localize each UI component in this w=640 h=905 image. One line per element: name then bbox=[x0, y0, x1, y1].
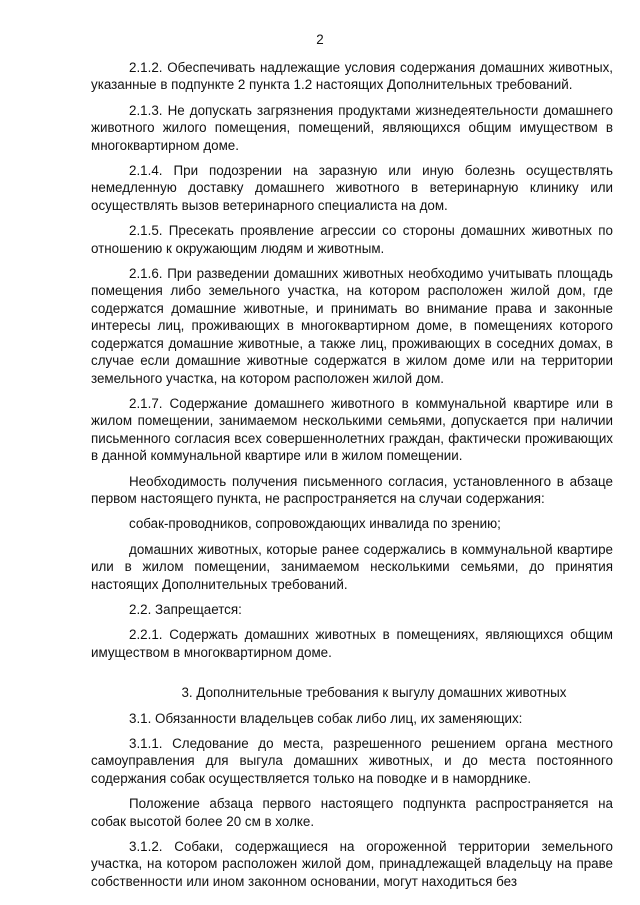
paragraph-2-1-7: 2.1.7. Содержание домашнего животного в коммунальной квартире или в жилом помещении, занимаемом несколькими семьями, допускается при наличии письменного согласия всех совершеннолетних граждан, фактически проживающих в данной коммунальной квартире или в жилом помещении. bbox=[91, 395, 613, 464]
paragraph-3-1-1: 3.1.1. Следование до места, разрешенного решением органа местного самоуправления для выгула домашних животных, и до места постоянного содержания собак осуществляется только на поводке и в наморднике. bbox=[91, 736, 613, 786]
paragraph-guide-dogs: собак-проводников, сопровождающих инвалида по зрению; bbox=[129, 516, 501, 532]
paragraph-previously-kept: домашних животных, которые ранее содержались в коммунальной квартире или в жилом помещении, занимаемом несколькими семьями, до принятия настоящих Дополнительных требований. bbox=[91, 541, 613, 592]
paragraph-2-2-1: 2.2.1. Содержать домашних животных в помещениях, являющихся общим имуществом в многоквартирном доме. bbox=[91, 627, 613, 660]
paragraph-2-1-5: 2.1.5. Пресекать проявление агрессии со стороны домашних животных по отношению к окружающим людям и животным. bbox=[91, 223, 613, 256]
paragraph-2-1-4: 2.1.4. При подозрении на заразную или иную болезнь осуществлять немедленную доставку домашнего животного в ветеринарную клинику или осуществлять вызов ветеринарного специалиста на дом. bbox=[91, 163, 613, 213]
paragraph-2-1-2: 2.1.2. Обеспечивать надлежащие условия содержания домашних животных, указанные в подпункте 2 пункта 1.2 настоящих Дополнительных требований. bbox=[91, 60, 613, 93]
paragraph-2-1-3: 2.1.3. Не допускать загрязнения продуктами жизнедеятельности домашнего животного жилого помещения, помещений, являющихся общим имуществом в многоквартирном доме. bbox=[91, 102, 613, 153]
document-body bbox=[91, 59, 613, 890]
paragraph-consent-exception: Необходимость получения письменного согласия, установленного в абзаце первом настоящего пункта, не распространяется на случаи содержания: bbox=[91, 473, 613, 506]
paragraph-3-1: 3.1. Обязанности владельцев собак либо лиц, их заменяющих: bbox=[129, 710, 523, 726]
paragraph-height-rule: Положение абзаца первого настоящего подпункта распространяется на собак высотой более 20 см в холке. bbox=[91, 796, 613, 829]
paragraph-3-1-2: 3.1.2. Собаки, содержащиеся на огороженной территории земельного участка, на котором расположен жилой дом, принадлежащей владельцу на праве собственности или ином законном основании, могут находиться без bbox=[91, 839, 613, 889]
paragraph-2-1-6: 2.1.6. При разведении домашних животных необходимо учитывать площадь помещения либо земельного участка, на котором расположен жилой дом, где содержатся домашние животные, и принимать во внимание права и законные интересы лиц, проживающих в многоквартирном доме, в помещениях которого содержатся домашние животные, а также лиц, проживающих в соседних домах, в случае если домашние животные содержатся в жилом доме или на территории земельного участка, на котором расположен жилой дом. bbox=[91, 266, 613, 386]
section-heading: 3. Дополнительные требования к выгулу домашних животных bbox=[181, 685, 567, 701]
page-number: 2 bbox=[316, 32, 324, 47]
paragraph-2-2: 2.2. Запрещается: bbox=[129, 601, 242, 617]
